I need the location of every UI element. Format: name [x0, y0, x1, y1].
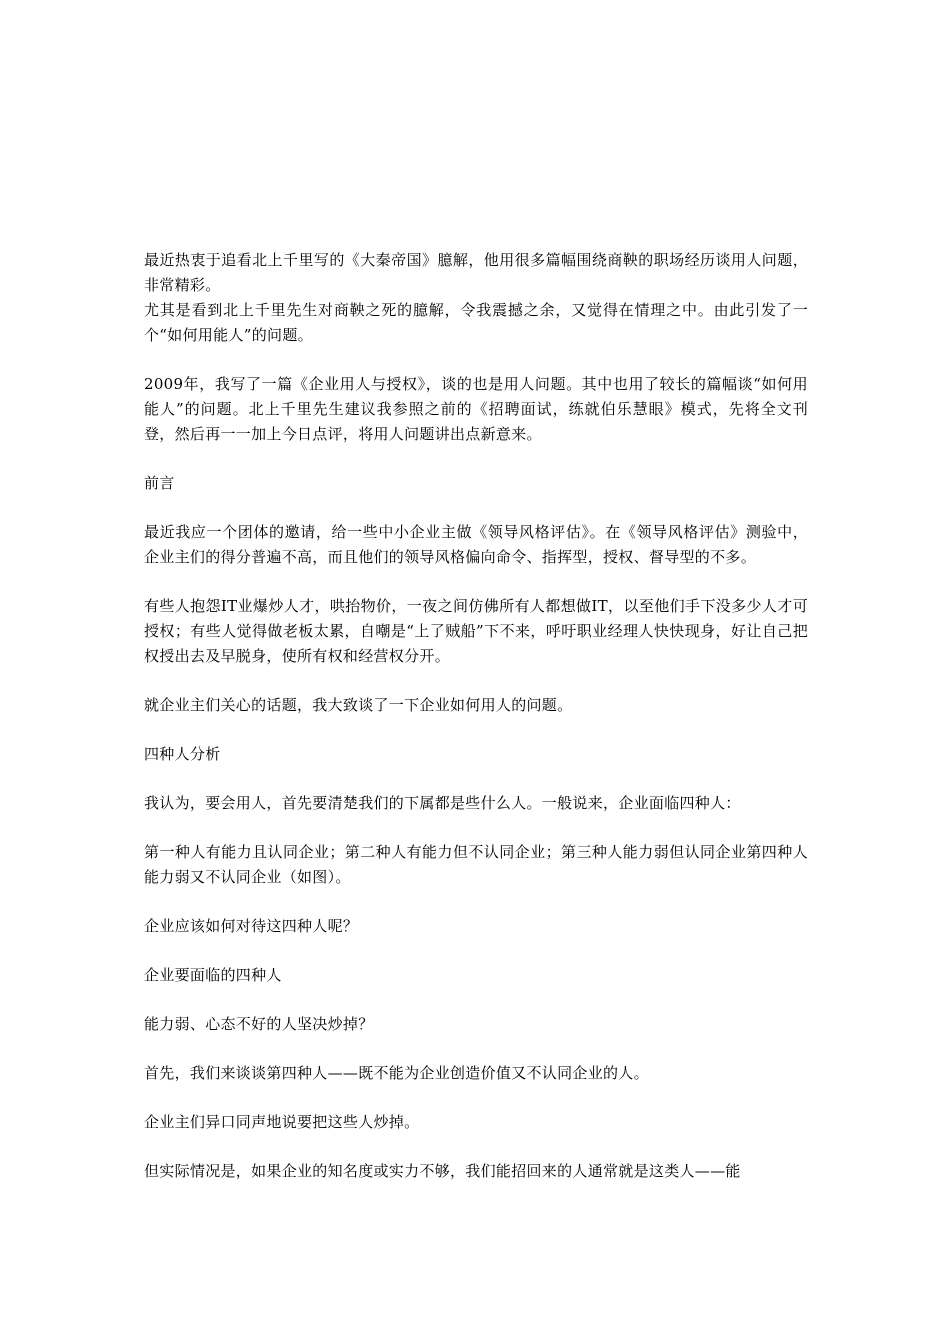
paragraph: 最近热衷于追看北上千里写的《大秦帝国》臆解，他用很多篇幅围绕商鞅的职场经历谈用人问题，非常精彩。: [144, 251, 808, 294]
section-heading: 前言: [144, 474, 175, 492]
document-body: [144, 248, 808, 1208]
paragraph: 有些人抱怨IT业爆炒人才，哄抬物价，一夜之间仿佛所有人都想做IT，以至他们手下没多少人才可授权；有些人觉得做老板太累，自嘲是“上了贼船”下不来，呼吁职业经理人快快现身，好让自己把权授出去及早脱身，使所有权和经营权分开。: [144, 597, 808, 665]
paragraph: 2009年，我写了一篇《企业用人与授权》，谈的也是用人问题。其中也用了较长的篇幅谈“如何用能人”的问题。北上千里先生建议我参照之前的《招聘面试，练就伯乐慧眼》模式，先将全文刊登，然后再一一加上今日点评，将用人问题讲出点新意来。: [144, 375, 808, 443]
figure-caption: 企业要面临的四种人: [144, 966, 282, 984]
paragraph: 最近我应一个团体的邀请，给一些中小企业主做《领导风格评估》。在《领导风格评估》测验中，企业主们的得分普遍不高，而且他们的领导风格偏向命令、指挥型，授权、督导型的不多。: [144, 523, 808, 566]
paragraph: 首先，我们来谈谈第四种人——既不能为企业创造价值又不认同企业的人。: [144, 1064, 649, 1082]
paragraph: 就企业主们关心的话题，我大致谈了一下企业如何用人的问题。: [144, 696, 573, 714]
section-heading: 能力弱、心态不好的人坚决炒掉？: [144, 1015, 374, 1033]
paragraph: 尤其是看到北上千里先生对商鞅之死的臆解，令我震撼之余，又觉得在情理之中。由此引发了一个“如何用能人”的问题。: [144, 301, 808, 344]
section-heading: 四种人分析: [144, 745, 221, 763]
paragraph: 企业主们异口同声地说要把这些人炒掉。: [144, 1113, 420, 1131]
paragraph: 我认为，要会用人，首先要清楚我们的下属都是些什么人。一般说来，企业面临四种人：: [144, 794, 741, 812]
paragraph: 第一种人有能力且认同企业；第二种人有能力但不认同企业；第三种人能力弱但认同企业第四种人能力弱又不认同企业（如图）。: [144, 843, 808, 886]
paragraph: 但实际情况是，如果企业的知名度或实力不够，我们能招回来的人通常就是这类人——能: [144, 1162, 741, 1180]
paragraph: 企业应该如何对待这四种人呢？: [144, 917, 359, 935]
